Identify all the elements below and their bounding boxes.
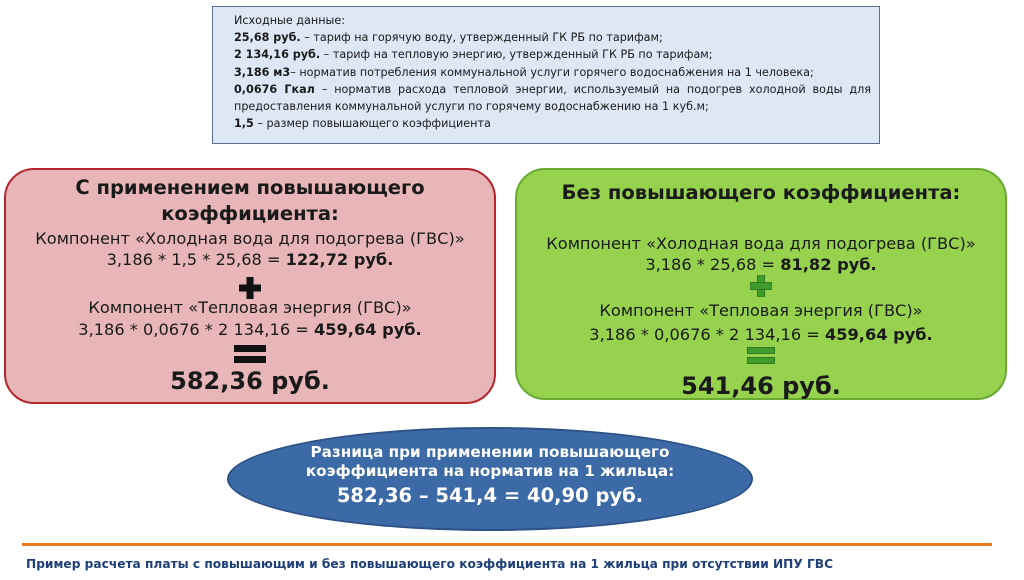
without-coefficient-component1-label: Компонент «Холодная вода для подогрева (ГВС)»: [546, 234, 976, 253]
plus-icon: [750, 275, 772, 297]
plus-icon: [239, 277, 261, 299]
heat-tariff-text: – тариф на тепловую энергию, утвержденный ГК РБ по тарифам;: [320, 48, 713, 62]
without-coefficient-component1-calc: [517, 255, 1005, 275]
without-coefficient-component2-result: 459,64 руб.: [825, 325, 933, 344]
difference-formula: 582,36 – 541,4 = 40,90 руб.: [336, 484, 644, 507]
with-coefficient-component2-calc: [6, 320, 494, 340]
heat-tariff-line: [234, 46, 871, 63]
source-data-box: [212, 6, 880, 144]
without-coefficient-component1-formula: 3,186 * 25,68 =: [645, 255, 781, 274]
without-coefficient-title: Без повышающего коэффициента:: [561, 181, 961, 204]
hot-water-tariff-text: – тариф на горячую воду, утвержденный ГК РБ по тарифам;: [300, 31, 663, 45]
consumption-norm-value: 3,186 м3: [234, 65, 291, 79]
with-coefficient-title-line2: коэффициента:: [161, 202, 339, 225]
without-coefficient-total: 541,46 руб.: [681, 372, 841, 400]
difference-caption-line2: коэффициента на норматив на 1 жильца:: [305, 462, 675, 480]
without-coefficient-component2-calc: [517, 325, 1005, 345]
difference-caption: [229, 443, 751, 481]
with-coefficient-component2-label: Компонент «Тепловая энергия (ГВС)»: [88, 298, 412, 317]
with-coefficient-component1-result: 122,72 руб.: [285, 250, 394, 269]
footer-divider: [22, 543, 992, 546]
without-coefficient-component2-formula: 3,186 * 0,0676 * 2 134,16 =: [589, 325, 825, 344]
source-data-title: Исходные данные:: [234, 14, 346, 27]
without-coefficient-component2-label: Компонент «Тепловая энергия (ГВС)»: [599, 301, 923, 320]
heat-norm-line: [234, 81, 871, 115]
with-coefficient-component1-formula: 3,186 * 1,5 * 25,68 =: [106, 250, 286, 269]
with-coefficient-component1-label: Компонент «Холодная вода для подогрева (ГВС)»: [35, 229, 465, 248]
without-coefficient-card: [515, 168, 1007, 400]
footer-caption: Пример расчета платы с повышающим и без повышающего коэффициента на 1 жильца при отсутствии ИПУ ГВС: [26, 557, 834, 571]
hot-water-tariff-line: [234, 29, 871, 46]
consumption-norm-text: – норматив потребления коммунальной услуги горячего водоснабжения на 1 человека;: [290, 65, 814, 79]
hot-water-tariff-value: 25,68 руб.: [234, 31, 301, 45]
equals-icon: [234, 345, 266, 363]
consumption-norm-line: [234, 64, 871, 81]
with-coefficient-component1-calc: [6, 250, 494, 270]
difference-ellipse: [227, 427, 753, 531]
heat-norm-text: – норматив расхода тепловой энергии, используемый на подогрев холодной воды для предоставления коммунальной услуги по горячему водоснабжению на 1 куб.м;: [234, 82, 871, 114]
coefficient-text: – размер повышающего коэффициента: [253, 117, 491, 131]
coefficient-value: 1,5: [234, 117, 254, 131]
with-coefficient-total: 582,36 руб.: [170, 367, 330, 395]
with-coefficient-component2-result: 459,64 руб.: [314, 320, 422, 339]
equals-icon: [747, 347, 775, 365]
heat-tariff-value: 2 134,16 руб.: [234, 48, 321, 62]
difference-caption-line1: Разница при применении повышающего: [310, 443, 670, 461]
with-coefficient-title-line1: С применением повышающего: [75, 176, 425, 199]
coefficient-line: [234, 115, 871, 132]
with-coefficient-component2-formula: 3,186 * 0,0676 * 2 134,16 =: [78, 320, 314, 339]
without-coefficient-component1-result: 81,82 руб.: [780, 255, 877, 274]
with-coefficient-card: [4, 168, 496, 404]
heat-norm-value: 0,0676 Гкал: [234, 82, 315, 96]
